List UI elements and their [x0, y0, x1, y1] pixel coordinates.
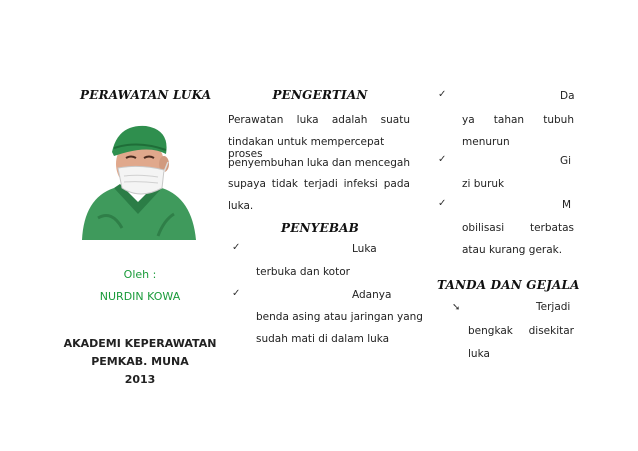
definition-line-1: Perawatan luka adalah suatu	[228, 114, 410, 126]
institution-line1: AKADEMI KEPERAWATAN	[63, 337, 217, 350]
by-label: Oleh :	[123, 268, 157, 281]
sign-1-second: bengkak disekitar	[468, 325, 574, 337]
sign-1-first: Terjadi	[536, 301, 571, 313]
checkmark-icon: ✓	[438, 154, 447, 165]
checkmark-icon: ✓	[232, 242, 241, 253]
item-3-third: atau kurang gerak.	[462, 244, 563, 256]
cause-1-first: Luka	[352, 243, 377, 255]
item-2-first: Gi	[560, 155, 572, 167]
arrow-bullet-icon: ➘	[452, 302, 461, 313]
year: 2013	[124, 373, 156, 386]
item-1-third: menurun	[462, 136, 510, 148]
definition-line-2: tindakan untuk mempercepat proses	[228, 136, 385, 160]
item-1-second: ya tahan tubuh	[462, 114, 574, 126]
author-name: NURDIN KOWA	[99, 290, 181, 303]
item-2-second: zi buruk	[462, 178, 505, 190]
institution-line2: PEMKAB. MUNA	[91, 355, 189, 368]
cause-2-second: benda asing atau jaringan yang	[256, 311, 423, 323]
sign-1-third: luka	[468, 348, 490, 360]
signs-heading: TANDA DAN GEJALA	[437, 278, 580, 292]
causes-heading: PENYEBAB	[280, 221, 360, 235]
item-1-first: Da	[560, 90, 575, 102]
definition-line-5: luka.	[228, 200, 254, 212]
checkmark-icon: ✓	[438, 198, 447, 209]
checkmark-icon: ✓	[438, 89, 447, 100]
item-3-first: M	[562, 199, 572, 211]
cause-2-third: sudah mati di dalam luka	[256, 333, 390, 345]
definition-line-4: supaya tidak terjadi infeksi pada	[228, 178, 410, 190]
definition-heading: PENGERTIAN	[272, 88, 368, 102]
cause-1-second: terbuka dan kotor	[256, 266, 350, 278]
definition-line-3: penyembuhan luka dan mencegah	[228, 157, 410, 169]
surgeon-illustration-icon	[78, 118, 198, 240]
left-title: PERAWATAN LUKA	[80, 88, 212, 102]
checkmark-icon: ✓	[232, 288, 241, 299]
cause-2-first: Adanya	[352, 289, 392, 301]
item-3-second: obilisasi terbatas	[462, 222, 574, 234]
